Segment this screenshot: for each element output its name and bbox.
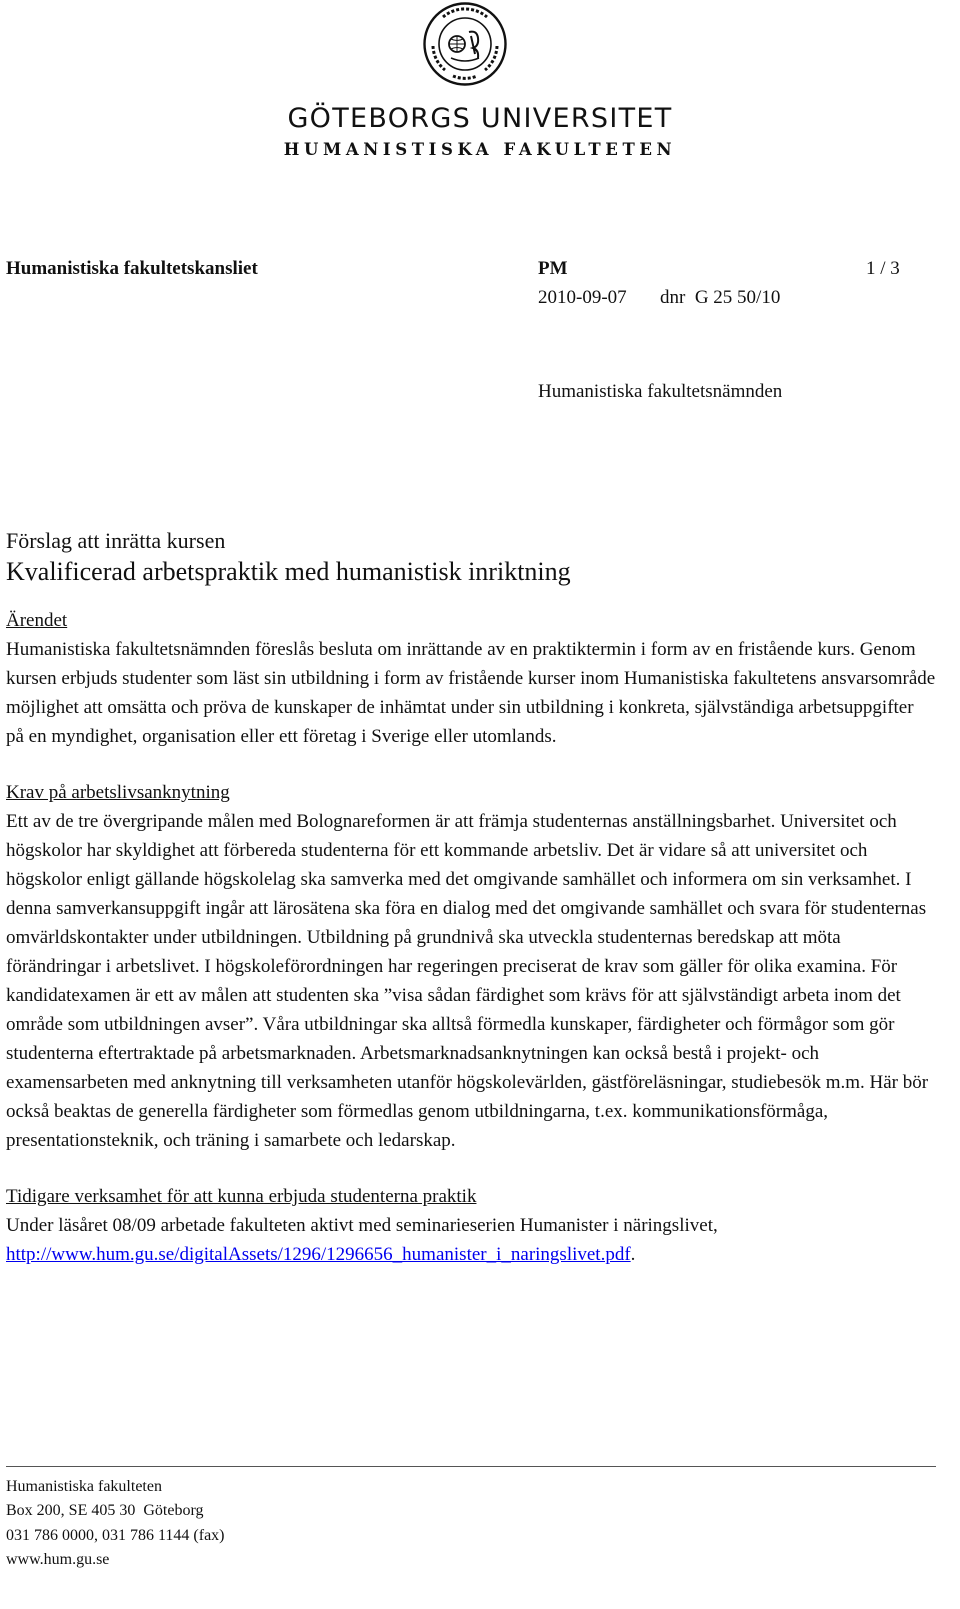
faculty-name: HUMANISTISKA FAKULTETEN	[283, 140, 677, 159]
document-date: 2010-09-07	[538, 287, 627, 308]
document-type: PM	[538, 258, 568, 279]
document-reference: dnr G 25 50/10	[660, 287, 781, 308]
footer-phone: 031 786 0000, 031 786 1144 (fax)	[6, 1526, 225, 1544]
pdf-link[interactable]: http://www.hum.gu.se/digitalAssets/1296/1296656_humanister_i_naringslivet.pdf	[6, 1244, 631, 1265]
title-line-1: Förslag att inrätta kursen	[6, 528, 226, 553]
section-heading: Ärendet	[6, 610, 68, 631]
section-text	[6, 1211, 936, 1269]
section-arendet	[6, 606, 936, 751]
section-text: Ett av de tre övergripande målen med Bolognareformen är att främja studenternas anställningsbarhet. Universitet och högskolor har skyldighet att förbereda studenterna för ett kommande arbetsliv. Det är vidare så att universitet och högskolor enligt gällande högskolelag ska samverka med det omgivande samhället och informera om sin verksamhet. I denna samverkansuppgift ingår att lärosätena ska föra en dialog med det omgivande samhället och svara för studenternas omvärldskontakter under utbildningen. Utbildning på grundnivå ska utveckla studenternas beredskap att möta förändringar i arbetslivet. I högskoleförordningen har regeringen preciserat de krav som gäller för olika examina. För kandidatexamen är ett av målen att studenten ska ”visa sådan färdighet som krävs för att självständigt arbeta inom det område som utbildningen avser”. Våra utbildningar ska alltså förmedla kunskaper, färdigheter och förmågor som gör studenterna eftertraktade på arbetsmarknaden. Arbetsmarknadsanknytningen kan också bestå i projekt- och examensarbeten med anknytning till verksamheten utanför högskolevärlden, gästföreläsningar, studiebesök m.m. Här bör också beaktas de generella färdigheter som förmedlas genom utbildningarna, t.ex. kommunikationsförmåga, presentationsteknik, och träning i samarbete och ledarskap.	[6, 811, 929, 1151]
document-body	[6, 606, 936, 1269]
recipient: Humanistiska fakultetsnämnden	[538, 381, 783, 402]
section-text: Humanistiska fakultetsnämnden föreslås besluta om inrättande av en praktiktermin i form av en fristående kurs. Genom kursen erbjuds studenter som läst sin utbildning i form av fristående kurser inom Humanistiska fakultetens ansvarsområde möjlighet att omsätta och pröva de kunskaper de inhämtat under sin utbildning i konkreta, självständiga arbetsuppgifter på en myndighet, organisation eller ett företag i Sverige eller utomlands.	[6, 639, 936, 747]
university-seal-logo	[423, 2, 507, 86]
footer-address: Box 200, SE 405 30 Göteborg	[6, 1502, 204, 1520]
section-heading: Tidigare verksamhet för att kunna erbjuda studenterna praktik	[6, 1186, 477, 1207]
title-line-2: Kvalificerad arbetspraktik med humanistisk inriktning	[6, 557, 571, 586]
footer-divider	[6, 1466, 936, 1467]
section-tidigare	[6, 1182, 936, 1269]
footer-org: Humanistiska fakulteten	[6, 1478, 162, 1495]
university-name: GÖTEBORGS UNIVERSITET	[287, 103, 673, 134]
section-krav	[6, 778, 936, 1155]
page-number: 1 / 3	[866, 258, 900, 279]
link-trailing-period: .	[630, 1244, 636, 1265]
section-text-content: Under läsåret 08/09 arbetade fakulteten aktivt med seminarieserien Humanister i näringslivet,	[6, 1215, 718, 1236]
section-heading: Krav på arbetslivsanknytning	[6, 782, 230, 803]
footer	[6, 1475, 225, 1572]
footer-web: www.hum.gu.se	[6, 1550, 110, 1568]
department-name: Humanistiska fakultetskansliet	[6, 258, 258, 279]
